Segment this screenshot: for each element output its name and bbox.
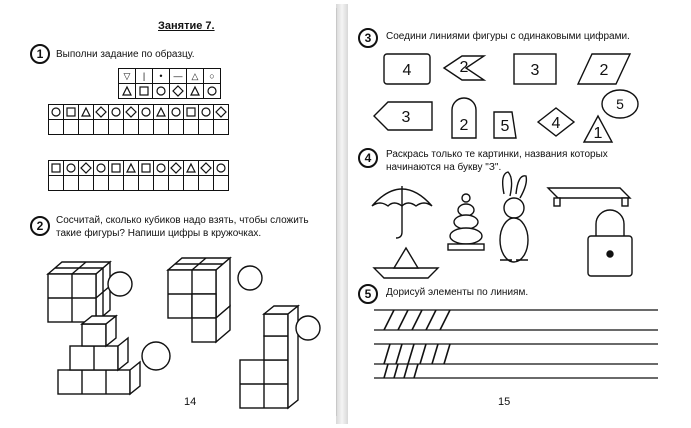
triangle-icon: [122, 86, 132, 96]
grid-b-shape-cell: [139, 161, 154, 176]
sample-shape-cell: [187, 84, 204, 99]
task-3-text: Соедини линиями фигуры с одинаковыми цифрами.: [386, 31, 630, 42]
grid-b-answer-cell[interactable]: [184, 176, 199, 191]
left-page: [8, 8, 337, 416]
grid-a-answer-cell[interactable]: [49, 120, 64, 135]
tracing-lines: [348, 300, 684, 390]
grid-a-shape-cell: [199, 105, 214, 120]
figure-number-label: 4: [402, 62, 412, 79]
sample-shape-cell: [170, 84, 187, 99]
page-number-right: 15: [498, 396, 511, 408]
grid-a-shape-cell: [169, 105, 184, 120]
grid-a-answer-cell[interactable]: [94, 120, 109, 135]
grid-b-shape-cell: [124, 161, 139, 176]
figure-number-label: 1: [593, 125, 603, 142]
figure-number-label: 2: [459, 59, 469, 76]
square-icon: [111, 163, 121, 173]
cube-figure-2: [168, 258, 230, 342]
page-number-left: 14: [184, 396, 197, 408]
grid-a-answer-cell[interactable]: [79, 120, 94, 135]
figure-number-label: 2: [599, 62, 609, 79]
circle-icon: [111, 107, 121, 117]
cube-figure-1: [48, 262, 110, 322]
square-icon: [141, 163, 151, 173]
circle-icon: [51, 107, 61, 117]
task-5-text: Дорисуй элементы по линиям.: [386, 287, 529, 298]
paper-boat-icon: [374, 248, 438, 278]
sample-legend-table: [118, 68, 221, 99]
task-4-number: 4: [358, 148, 378, 168]
sample-symbol: |: [136, 69, 153, 84]
task-1-text: Выполни задание по образцу.: [56, 49, 195, 60]
circle-icon: [156, 163, 166, 173]
cube-figure-3: [58, 316, 140, 394]
circle-icon: [141, 107, 151, 117]
answer-circle-1[interactable]: [108, 272, 132, 296]
sample-symbol: ○: [204, 69, 221, 84]
diamond-icon: [171, 163, 181, 173]
grid-a-answer-cell[interactable]: [109, 120, 124, 135]
triangle-icon: [126, 163, 136, 173]
grid-a-answer-cell[interactable]: [184, 120, 199, 135]
circle-icon: [171, 107, 181, 117]
grid-b-answer-cell[interactable]: [94, 176, 109, 191]
diamond-icon: [173, 86, 183, 96]
grid-a-shape-cell: [184, 105, 199, 120]
sample-symbol: ▽: [119, 69, 136, 84]
task-1-number: 1: [30, 44, 50, 64]
grid-b-shape-cell: [109, 161, 124, 176]
lesson-title: Занятие 7.: [158, 20, 215, 32]
diamond-icon: [96, 107, 106, 117]
grid-b-answer-cell[interactable]: [169, 176, 184, 191]
sample-shape-cell: [204, 84, 221, 99]
grid-a-shape-cell: [64, 105, 79, 120]
figure-number-label: 3: [401, 109, 411, 126]
grid-a-shape-cell: [49, 105, 64, 120]
grid-a-shape-cell: [109, 105, 124, 120]
task-5-number: 5: [358, 284, 378, 304]
padlock-icon: [588, 210, 632, 276]
grid-b-answer-cell[interactable]: [124, 176, 139, 191]
shape-grid-a: [48, 104, 229, 135]
circle-icon: [156, 86, 166, 96]
grid-b-shape-cell: [79, 161, 94, 176]
diamond-icon: [81, 163, 91, 173]
grid-b-shape-cell: [214, 161, 229, 176]
grid-a-answer-cell[interactable]: [154, 120, 169, 135]
grid-a-answer-cell[interactable]: [199, 120, 214, 135]
grid-a-answer-cell[interactable]: [124, 120, 139, 135]
grid-a-answer-cell[interactable]: [169, 120, 184, 135]
task-2-text: Сосчитай, сколько кубиков надо взять, чтобы сложить такие фигуры? Напиши цифры в кружочках.: [56, 215, 309, 239]
grid-b-shape-cell: [199, 161, 214, 176]
grid-a-shape-cell: [94, 105, 109, 120]
grid-a-answer-cell[interactable]: [64, 120, 79, 135]
figure-number-label: 2: [459, 117, 469, 134]
grid-b-answer-cell[interactable]: [154, 176, 169, 191]
square-icon: [66, 107, 76, 117]
grid-b-answer-cell[interactable]: [109, 176, 124, 191]
bench-icon: [548, 188, 630, 206]
diamond-icon: [201, 163, 211, 173]
grid-b-shape-cell: [184, 161, 199, 176]
sample-symbol: •: [153, 69, 170, 84]
grid-a-answer-cell[interactable]: [214, 120, 229, 135]
grid-a-shape-cell: [124, 105, 139, 120]
circle-icon: [201, 107, 211, 117]
circle-icon: [66, 163, 76, 173]
square-icon: [139, 86, 149, 96]
triangle-icon: [81, 107, 91, 117]
grid-b-shape-cell: [154, 161, 169, 176]
pyramid-toy-icon: [448, 194, 484, 250]
grid-b-answer-cell[interactable]: [214, 176, 229, 191]
figure-number-label: 5: [500, 118, 510, 135]
cube-figures: [8, 244, 338, 414]
circle-icon: [96, 163, 106, 173]
sample-shape-cell: [136, 84, 153, 99]
diamond-icon: [126, 107, 136, 117]
sample-symbol: △: [187, 69, 204, 84]
triangle-icon: [190, 86, 200, 96]
cube-figure-4: [240, 306, 298, 408]
grid-b-shape-cell: [49, 161, 64, 176]
grid-b-answer-cell[interactable]: [79, 176, 94, 191]
sample-shape-cell: [119, 84, 136, 99]
umbrella-icon: [372, 186, 432, 238]
shape-grid-b: [48, 160, 229, 191]
square-icon: [186, 107, 196, 117]
grid-b-shape-cell: [64, 161, 79, 176]
figure-number-label: 3: [530, 62, 540, 79]
task-3-number: 3: [358, 28, 378, 48]
diamond-icon: [216, 107, 226, 117]
grid-a-answer-cell[interactable]: [139, 120, 154, 135]
figure-number-label: 5: [616, 96, 624, 112]
grid-b-answer-cell[interactable]: [199, 176, 214, 191]
task-3-figures: [348, 46, 684, 146]
grid-b-shape-cell: [94, 161, 109, 176]
sample-shape-cell: [153, 84, 170, 99]
grid-a-shape-cell: [139, 105, 154, 120]
sample-symbol: —: [170, 69, 187, 84]
rabbit-icon: [500, 172, 528, 262]
grid-a-shape-cell: [154, 105, 169, 120]
task-4-pictures: [348, 176, 684, 286]
right-page: [348, 8, 684, 416]
grid-b-answer-cell[interactable]: [139, 176, 154, 191]
task-4-text: Раскрась только те картинки, названия которых начинаются на букву "З".: [386, 149, 608, 173]
grid-a-shape-cell: [79, 105, 94, 120]
grid-b-answer-cell[interactable]: [64, 176, 79, 191]
grid-b-answer-cell[interactable]: [49, 176, 64, 191]
triangle-icon: [156, 107, 166, 117]
answer-circle-3[interactable]: [142, 342, 170, 370]
circle-icon: [216, 163, 226, 173]
grid-b-shape-cell: [169, 161, 184, 176]
triangle-icon: [186, 163, 196, 173]
answer-circle-4[interactable]: [296, 316, 320, 340]
grid-a-shape-cell: [214, 105, 229, 120]
figure-number-label: 4: [551, 115, 561, 132]
answer-circle-2[interactable]: [238, 266, 262, 290]
task-2-number: 2: [30, 216, 50, 236]
square-icon: [51, 163, 61, 173]
circle-icon: [207, 86, 217, 96]
